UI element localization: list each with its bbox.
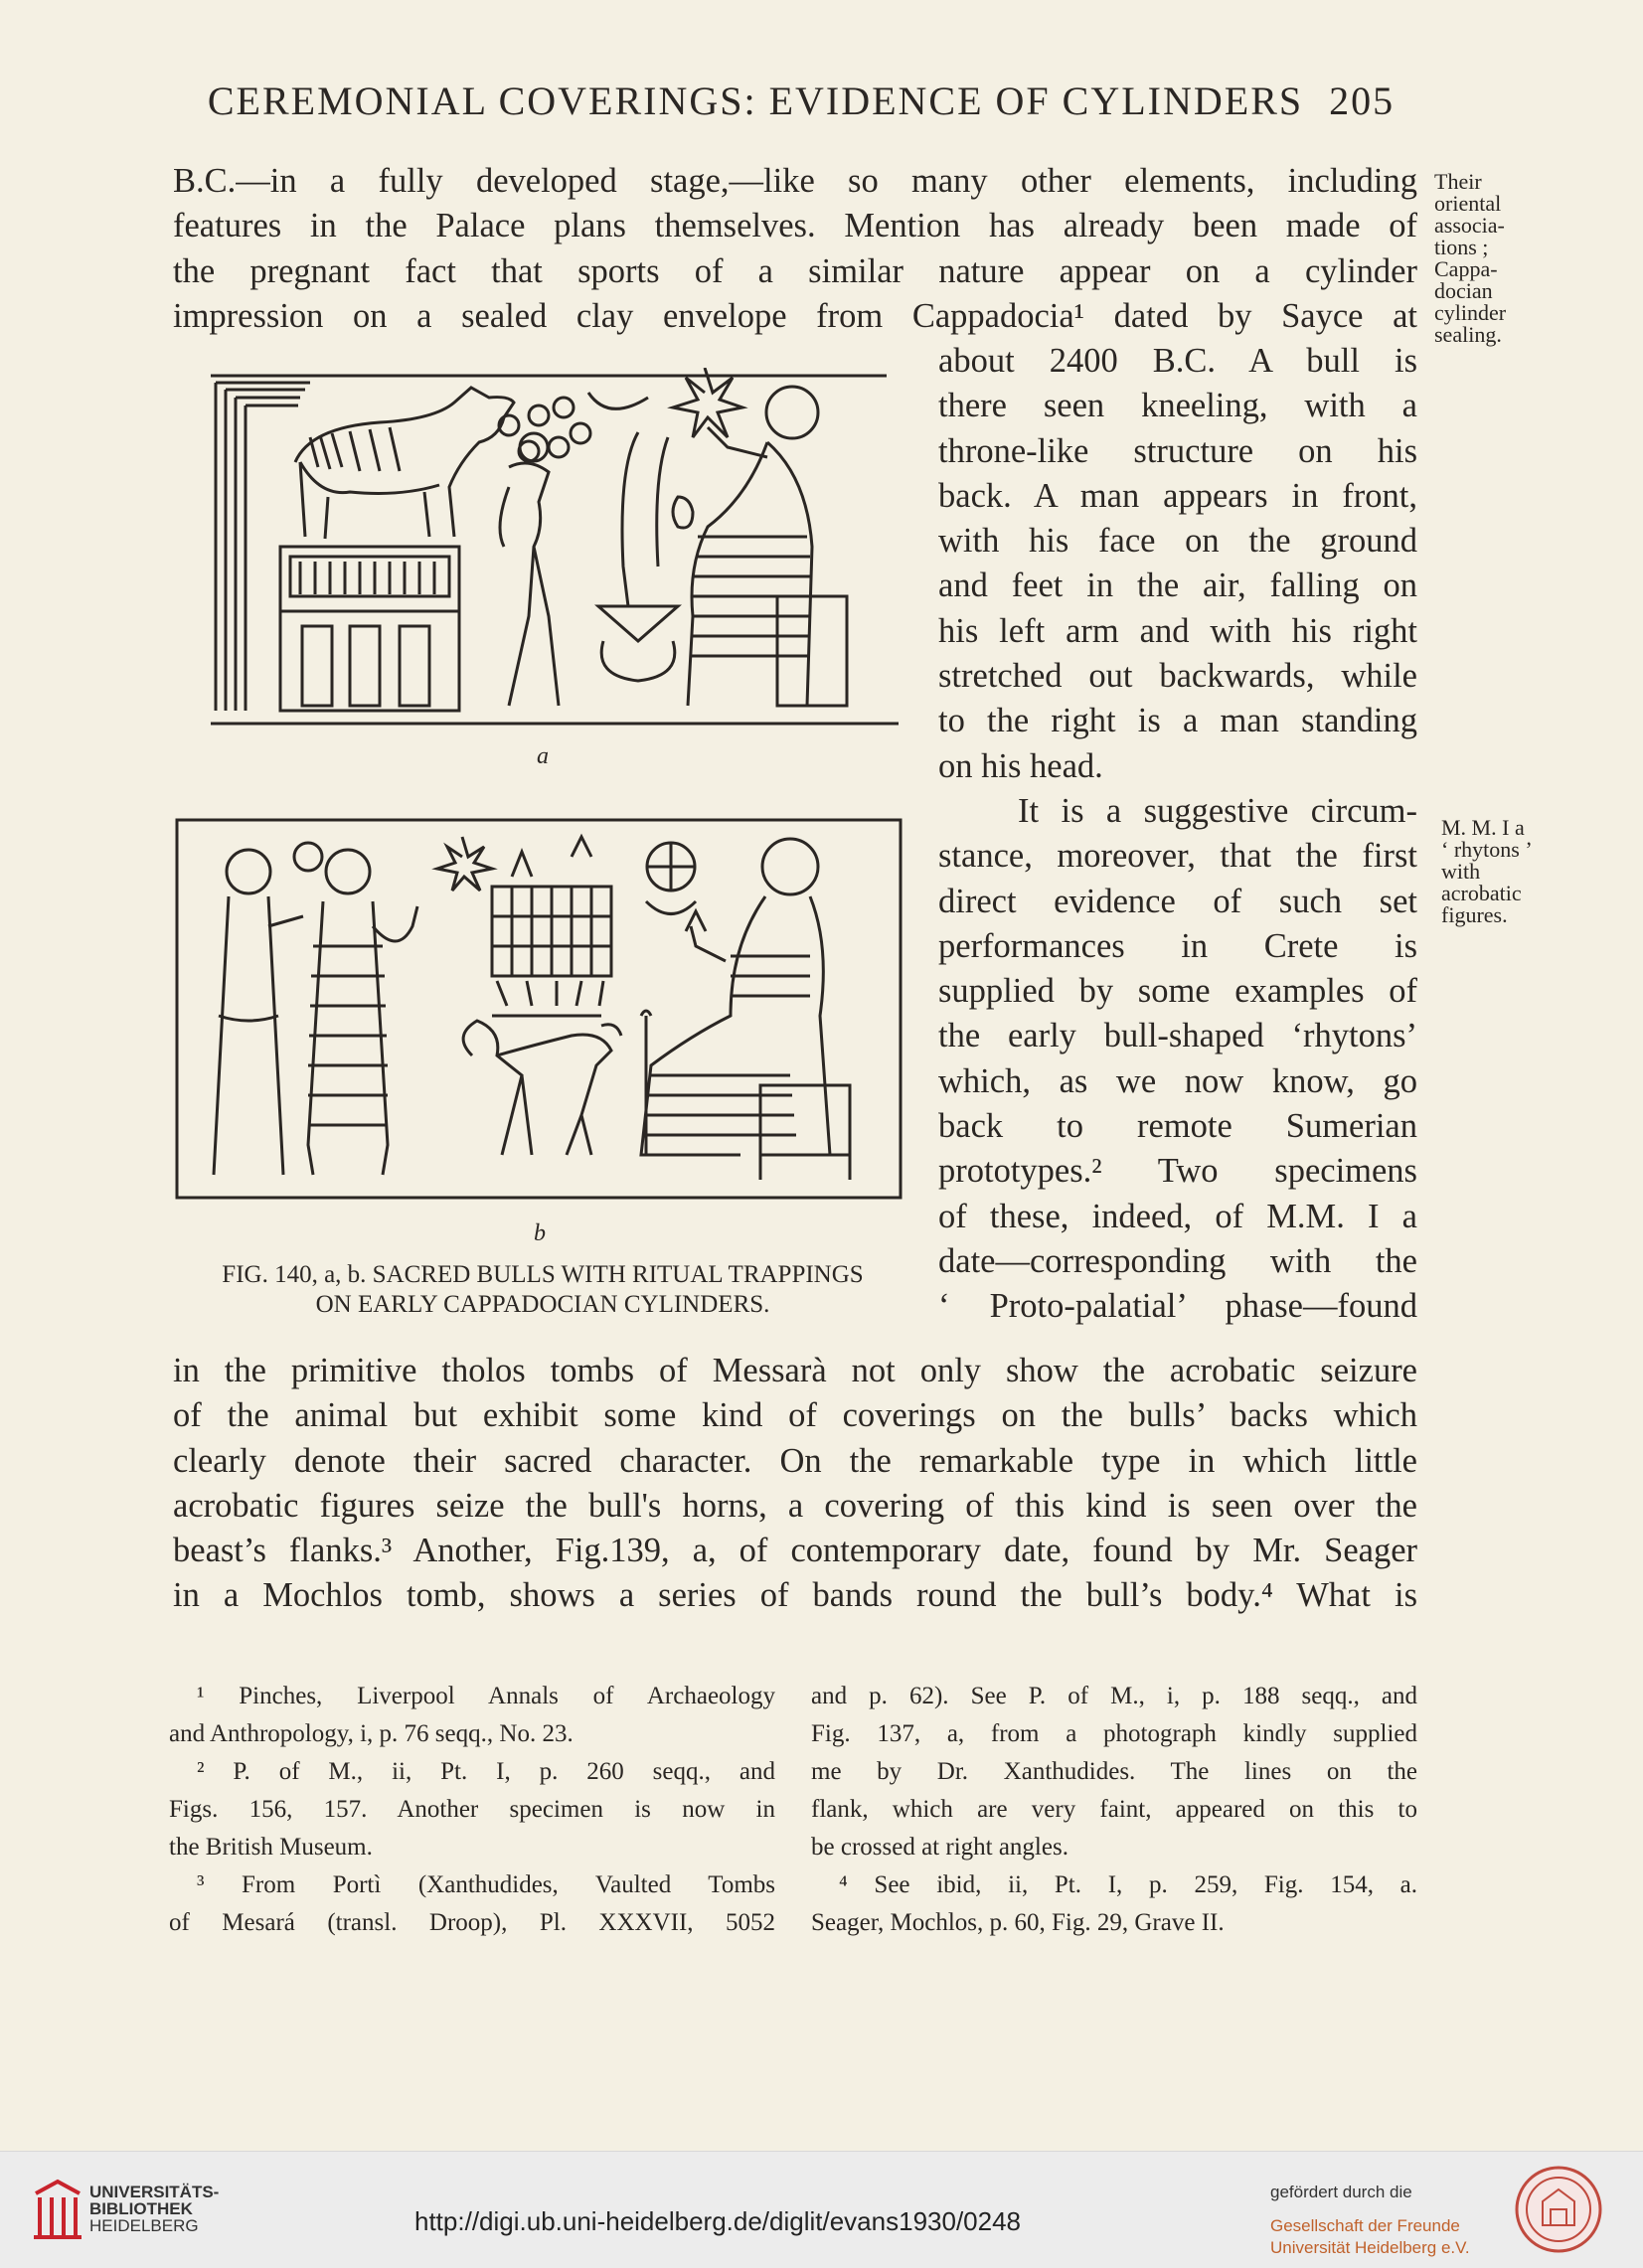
- figure-caption: [165, 1260, 920, 1320]
- side-note-1: [1434, 171, 1563, 346]
- footnote-line: of Mesará (transl. Droop), Pl. XXXVII, 5052: [169, 1909, 775, 1936]
- text-line: date—corresponding with the: [938, 1241, 1417, 1280]
- header-title: CEREMONIAL COVERINGS: EVIDENCE OF CYLINDERS: [207, 79, 1304, 123]
- library-name: [89, 2184, 219, 2234]
- text-line: It is a suggestive circum-: [1018, 791, 1417, 830]
- side-note-line: Cappa-: [1434, 256, 1498, 281]
- library-logo-icon: [30, 2174, 85, 2243]
- text-line: of the animal but exhibit some kind of coverings on the bulls’ backs which: [173, 1396, 1417, 1435]
- text-line: stretched out backwards, while: [938, 657, 1417, 696]
- footnote-line: flank, which are very faint, appeared on this to: [811, 1796, 1417, 1823]
- text-line: direct evidence of such set: [938, 882, 1417, 920]
- text-line: acrobatic figures seize the bull's horns, a covering of this kind is seen over the: [173, 1486, 1417, 1525]
- footnotes: [169, 1678, 1417, 1956]
- caption-line-1: FIG. 140, a, b. SACRED BULLS WITH RITUAL TRAPPINGS: [222, 1261, 864, 1288]
- footnote-line: ¹ Pinches, Liverpool Annals of Archaeology: [197, 1683, 775, 1709]
- footnote-line: me by Dr. Xanthudides. The lines on the: [811, 1758, 1417, 1785]
- footnote-line: Figs. 156, 157. Another specimen is now in: [169, 1796, 775, 1823]
- caption-line-2: ON EARLY CAPPADOCIAN CYLINDERS.: [315, 1291, 770, 1318]
- digitization-footer: [0, 2151, 1643, 2268]
- text-line: on his head.: [938, 746, 1103, 785]
- text-line: beast’s flanks.³ Another, Fig.139, a, of contemporary date, found by Mr. Seager: [173, 1532, 1417, 1570]
- body-bottom: [173, 1349, 1417, 1619]
- text-line: the pregnant fact that sports of a similar nature appear on a cylinder: [173, 251, 1417, 290]
- text-line: back. A man appears in front,: [938, 476, 1417, 515]
- footnotes-left-column: [169, 1678, 775, 1942]
- footnote-line: the British Museum.: [169, 1834, 373, 1861]
- side-note-line: tions ;: [1434, 235, 1489, 259]
- text-line: and feet in the air, falling on: [938, 567, 1417, 605]
- text-line: supplied by some examples of: [938, 972, 1417, 1011]
- text-line: in a Mochlos tomb, shows a series of bands round the bull’s body.⁴ What is: [173, 1576, 1417, 1615]
- text-line: his left arm and with his right: [938, 611, 1417, 650]
- body-top: [173, 159, 1417, 339]
- page-number: 205: [1329, 79, 1396, 123]
- footnote-line: ² P. of M., ii, Pt. I, p. 260 seqq., and: [197, 1758, 775, 1785]
- footnotes-right-column: [811, 1678, 1417, 1942]
- side-note-line: cylinder: [1434, 300, 1507, 325]
- text-line: features in the Palace plans themselves. Mention has already been made of: [173, 207, 1417, 245]
- footnote-line: Seager, Mochlos, p. 60, Fig. 29, Grave II.: [811, 1909, 1225, 1936]
- text-line: prototypes.² Two specimens: [938, 1152, 1417, 1191]
- running-header: [175, 78, 1427, 124]
- footnote-line: be crossed at right angles.: [811, 1834, 1068, 1861]
- side-note-line: M. M. I a: [1441, 815, 1525, 840]
- text-line: impression on a sealed clay envelope from Cappadocia¹ dated by Sayce at: [173, 296, 1417, 335]
- side-note-line: docian: [1434, 278, 1493, 303]
- text-line: about 2400 B.C. A bull is: [938, 342, 1417, 380]
- text-line: throne-like structure on his: [938, 431, 1417, 470]
- side-note-line: Their: [1434, 169, 1482, 194]
- text-line: the early bull-shaped ‘rhytons’: [938, 1017, 1417, 1055]
- library-name-line: HEIDELBERG: [89, 2216, 199, 2235]
- side-note-line: sealing.: [1434, 322, 1502, 347]
- sponsor-org-line: Gesellschaft der Freunde: [1270, 2216, 1460, 2235]
- side-note-2: [1441, 817, 1570, 926]
- text-line: ‘ Proto-palatial’ phase—found: [938, 1287, 1417, 1326]
- side-note-line: oriental: [1434, 191, 1502, 216]
- text-line: there seen kneeling, with a: [938, 387, 1417, 425]
- text-line: B.C.—in a fully developed stage,—like so many other elements, including: [173, 162, 1417, 200]
- permalink-url[interactable]: http://digi.ub.uni-heidelberg.de/diglit/evans1930/0248: [414, 2206, 1022, 2236]
- university-seal-icon: [1513, 2164, 1604, 2255]
- footnote-line: ³ From Portì (Xanthudides, Vaulted Tombs: [197, 1871, 775, 1898]
- figure-a-label: a: [537, 743, 549, 769]
- sponsor-note: [1270, 2182, 1470, 2259]
- figure-b-cylinder-drawing: [174, 817, 904, 1203]
- side-note-line: acrobatic: [1441, 881, 1522, 905]
- text-line: back to remote Sumerian: [938, 1107, 1417, 1146]
- library-name-line: BIBLIOTHEK: [89, 2199, 193, 2218]
- side-note-line: associa-: [1434, 213, 1505, 238]
- side-note-line: with: [1441, 859, 1481, 884]
- library-name-line: UNIVERSITÄTS-: [89, 2183, 220, 2201]
- sponsor-prefix: gefördert durch die: [1270, 2183, 1412, 2201]
- text-line: which, as we now know, go: [938, 1061, 1417, 1100]
- figure-a-cylinder-drawing: [211, 368, 899, 735]
- text-line: stance, moreover, that the first: [938, 837, 1417, 876]
- text-line: of these, indeed, of M.M. I a: [938, 1197, 1417, 1235]
- footnote-line: and Anthropology, i, p. 76 seqq., No. 23.: [169, 1720, 574, 1747]
- sponsor-org-line: Universität Heidelberg e.V.: [1270, 2238, 1470, 2257]
- side-note-line: ‘ rhytons ’: [1441, 837, 1533, 862]
- text-line: with his face on the ground: [938, 522, 1417, 561]
- footnote-line: and p. 62). See P. of M., i, p. 188 seqq., and: [811, 1683, 1417, 1709]
- text-line: to the right is a man standing: [938, 702, 1417, 740]
- body-right-column: [938, 339, 1417, 1330]
- text-line: performances in Crete is: [938, 926, 1417, 965]
- footnote-line: ⁴ See ibid, ii, Pt. I, p. 259, Fig. 154, a.: [839, 1871, 1417, 1898]
- text-line: clearly denote their sacred character. On the remarkable type in which little: [173, 1441, 1417, 1480]
- text-line: in the primitive tholos tombs of Messarà not only show the acrobatic seizure: [173, 1352, 1417, 1389]
- figure-b-label: b: [534, 1220, 546, 1246]
- side-note-line: figures.: [1441, 902, 1508, 927]
- footnote-line: Fig. 137, a, from a photograph kindly supplied: [811, 1720, 1417, 1747]
